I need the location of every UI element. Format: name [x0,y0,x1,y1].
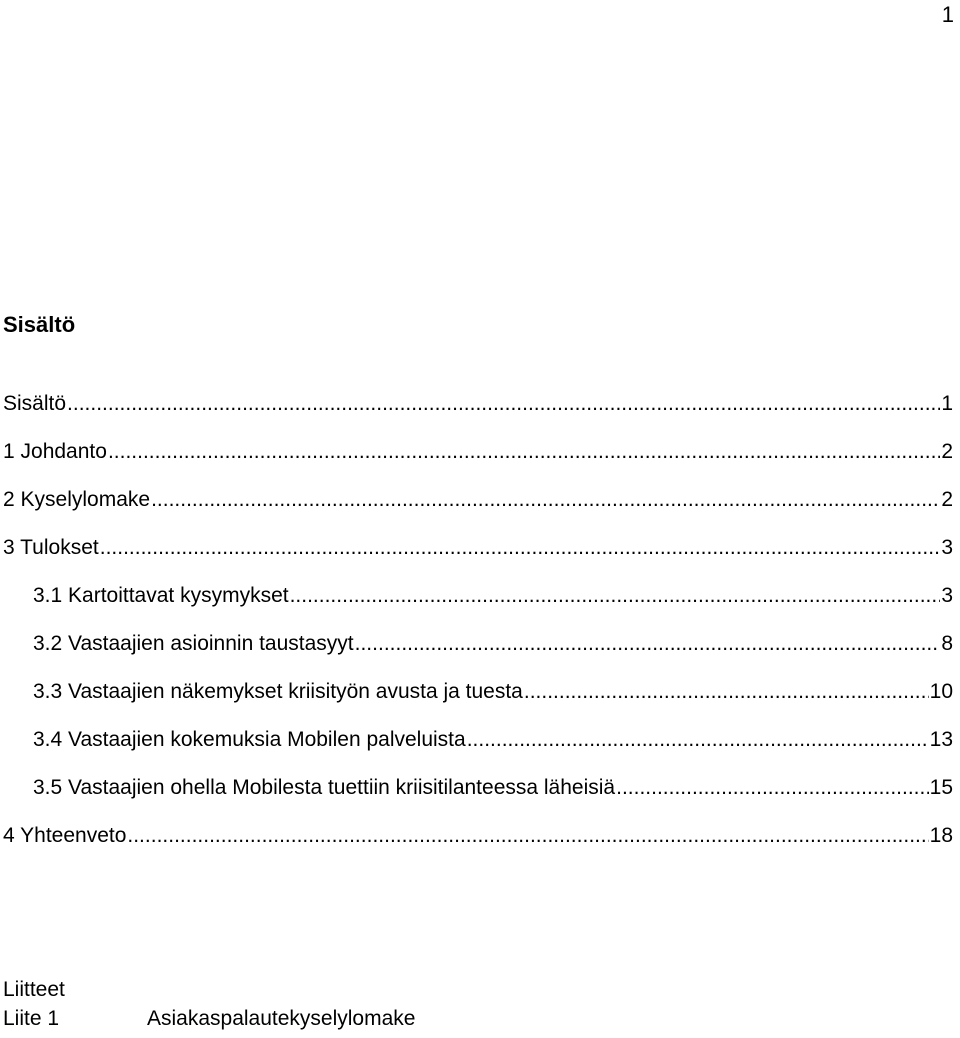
dot-leader [108,439,940,465]
appendix-label: Liite 1 [3,1007,60,1030]
toc-entry-page: 10 [929,680,953,703]
appendix-name: Asiakaspalautekyselylomake [147,1007,416,1030]
toc-entry-title: 2 Kyselylomake [3,488,151,511]
dot-leader [290,583,941,609]
dot-leader [100,535,941,561]
toc-entry-page: 2 [941,488,953,511]
toc-entry-title: 3.2 Vastaajien asioinnin taustasyyt [33,632,354,655]
toc-entry-page: 13 [929,728,953,751]
appendix-item [3,1006,415,1032]
toc-entry[interactable] [3,823,953,871]
toc-entry-page: 8 [941,632,953,655]
dot-leader [467,727,929,753]
toc-entry[interactable] [3,679,953,727]
dot-leader [616,775,929,801]
toc-entry-title: 3.1 Kartoittavat kysymykset [33,584,289,607]
toc-entry[interactable] [3,535,953,583]
dot-leader [127,823,928,849]
toc-entry[interactable] [3,583,953,631]
toc-entry-page: 3 [941,536,953,559]
toc-entry-title: 1 Johdanto [3,440,107,463]
toc-entry[interactable] [3,631,953,679]
toc-entry-title: 3.5 Vastaajien ohella Mobilesta tuettiin kriisitilanteessa läheisiä [33,776,616,799]
page-number: 1 [941,2,954,27]
toc-entry-title: 3 Tulokset [3,536,99,559]
toc-entry-page: 15 [929,776,953,799]
toc-entry-title: 3.3 Vastaajien näkemykset kriisityön avusta ja tuesta [33,680,523,703]
toc-entry-page: 18 [929,824,953,847]
dot-leader [151,487,940,513]
dot-leader [67,391,940,417]
dot-leader [524,679,929,705]
toc-entry[interactable] [3,439,953,487]
toc-entry-page: 1 [941,392,953,415]
appendices-heading: Liitteet [3,978,65,1001]
toc-heading: Sisältö [3,312,76,337]
toc-entry[interactable] [3,775,953,823]
toc-entry-title: 3.4 Vastaajien kokemuksia Mobilen palveluista [33,728,466,751]
toc-entry-title: Sisältö [3,392,67,415]
dot-leader [355,631,941,657]
toc-entry-page: 2 [941,440,953,463]
toc-entry[interactable] [3,727,953,775]
toc-entry-title: 4 Yhteenveto [3,824,127,847]
toc-entry-page: 3 [941,584,953,607]
table-of-contents [3,391,953,871]
toc-entry[interactable] [3,487,953,535]
toc-entry[interactable] [3,391,953,439]
